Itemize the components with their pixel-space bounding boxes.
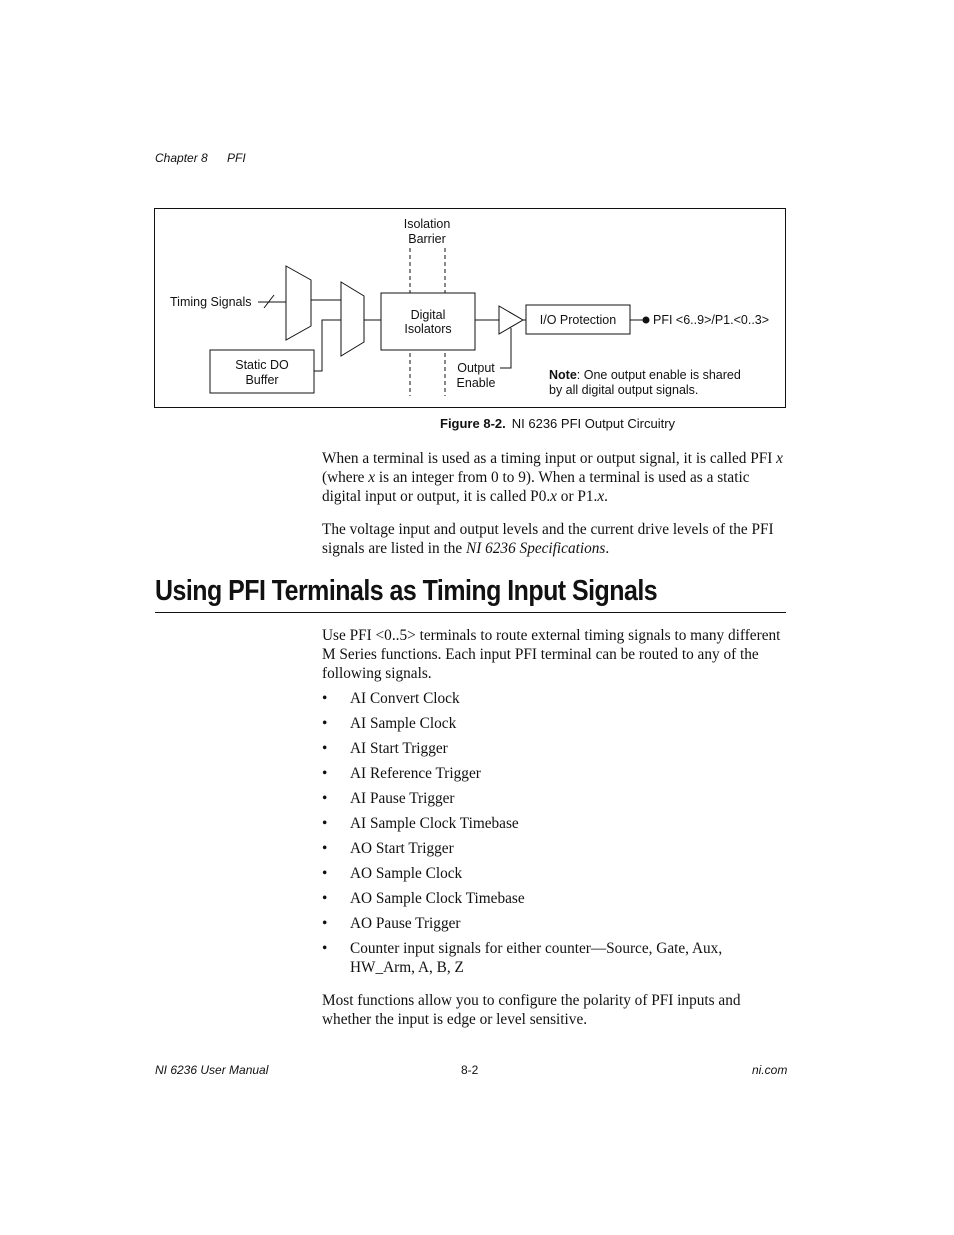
p3-text: Use PFI <0..5> terminals to route external timing signals to many different M Series functions. Each input PFI terminal can be routed to any of the following signals. bbox=[322, 627, 781, 682]
list-item: • AI Convert Clock bbox=[322, 689, 786, 708]
list-item: • AI Sample Clock Timebase bbox=[322, 814, 786, 833]
paragraph-voltage-levels bbox=[322, 520, 786, 558]
p1-var-3: x bbox=[550, 488, 557, 505]
mux-2 bbox=[341, 282, 364, 356]
output-enable-wire bbox=[500, 328, 511, 368]
footer-website: ni.com bbox=[752, 1063, 788, 1077]
p2-text-2: . bbox=[605, 540, 610, 557]
static-do-label-2: Buffer bbox=[245, 373, 279, 387]
figure-note-bold: Note bbox=[549, 368, 577, 382]
specifications-reference: NI 6236 Specifications bbox=[466, 540, 606, 557]
pfi-output-circuitry-diagram bbox=[154, 208, 786, 408]
p1-text-2: (where bbox=[322, 469, 369, 486]
heading-rule bbox=[155, 612, 786, 613]
section-heading: Using PFI Terminals as Timing Input Signals bbox=[155, 575, 658, 607]
isolation-barrier-label-2: Barrier bbox=[408, 232, 446, 246]
p2-text-1: The voltage input and output levels and the current drive levels of the PFI signals are listed in the bbox=[322, 521, 774, 557]
footer-page-number: 8-2 bbox=[461, 1063, 479, 1077]
p1-text-4: or P1. bbox=[556, 488, 598, 505]
paragraph-polarity bbox=[322, 991, 786, 1029]
timing-signals-label: Timing Signals bbox=[170, 295, 252, 309]
output-enable-label-1: Output bbox=[457, 361, 495, 375]
digital-isolators-label-2: Isolators bbox=[404, 322, 452, 336]
p1-text-1: When a terminal is used as a timing input or output signal, it is called PFI bbox=[322, 450, 777, 467]
figure-note-line-2: by all digital output signals. bbox=[549, 383, 699, 397]
signal-list bbox=[322, 689, 786, 983]
p1-var-1: x bbox=[776, 450, 783, 467]
output-enable-label-2: Enable bbox=[456, 376, 496, 390]
p4-text: Most functions allow you to configure the polarity of PFI inputs and whether the input is edge or level sensitive. bbox=[322, 992, 741, 1028]
list-item: • AO Sample Clock Timebase bbox=[322, 889, 786, 908]
isolation-barrier-label-1: Isolation bbox=[403, 217, 451, 231]
list-item: • AI Sample Clock bbox=[322, 714, 786, 733]
pfi-terminal-dot bbox=[643, 317, 650, 324]
p1-text-3: is an integer from 0 to 9). When a terminal is used as a static digital input or output, it is called P0. bbox=[322, 469, 750, 505]
p1-text-5: . bbox=[604, 488, 608, 505]
figure-note-text-1: : One output enable is shared bbox=[576, 368, 741, 382]
p1-var-4: x bbox=[597, 488, 605, 505]
list-item: • AI Reference Trigger bbox=[322, 764, 786, 783]
digital-isolators-label-1: Digital bbox=[410, 308, 446, 322]
list-item: • AI Pause Trigger bbox=[322, 789, 786, 808]
static-do-to-mux2-wire bbox=[314, 320, 341, 371]
list-item: • Counter input signals for either counter—Source, Gate, Aux, HW_Arm, A, B, Z bbox=[322, 939, 786, 977]
figure-note-line-1 bbox=[549, 368, 741, 382]
p1-var-2: x bbox=[368, 469, 376, 486]
figure-caption-text: NI 6236 PFI Output Circuitry bbox=[511, 416, 676, 431]
list-item: • AO Pause Trigger bbox=[322, 914, 786, 933]
pfi-terminal-label: PFI <6..9>/P1.<0..3> bbox=[653, 313, 770, 327]
figure-caption bbox=[440, 416, 675, 431]
figure-caption-number: Figure 8-2. bbox=[440, 416, 506, 431]
list-item: • AI Start Trigger bbox=[322, 739, 786, 758]
header-chapter: Chapter 8 bbox=[155, 151, 208, 165]
mux-1 bbox=[286, 266, 311, 340]
io-protection-label: I/O Protection bbox=[539, 313, 617, 327]
list-item: • AO Start Trigger bbox=[322, 839, 786, 858]
footer-manual-title: NI 6236 User Manual bbox=[155, 1063, 269, 1077]
paragraph-terminal-naming bbox=[322, 449, 786, 506]
paragraph-pfi-usage bbox=[322, 626, 786, 683]
header-section: PFI bbox=[227, 151, 246, 165]
static-do-label-1: Static DO bbox=[235, 358, 289, 372]
list-item: • AO Sample Clock bbox=[322, 864, 786, 883]
